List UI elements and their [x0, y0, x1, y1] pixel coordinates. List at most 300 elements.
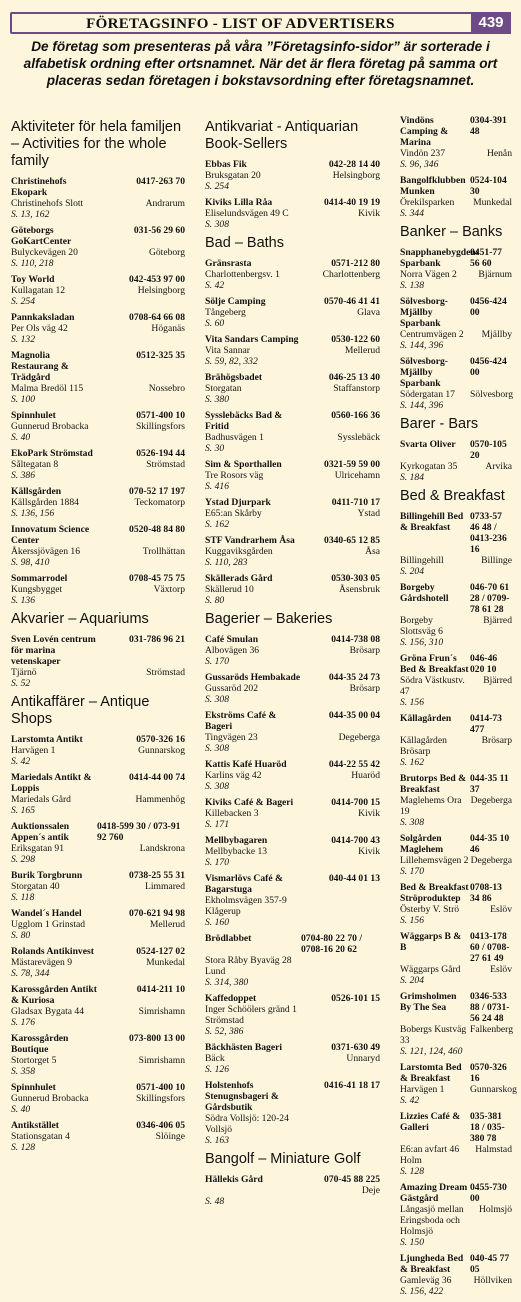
listing-entry	[205, 1080, 380, 1146]
business-address: Kullagatan 12	[11, 285, 66, 296]
business-name: Gränsrasta	[205, 258, 252, 269]
business-name: Brähögsbadet	[205, 372, 263, 383]
entry-address-row	[11, 421, 185, 432]
entry-address-row	[400, 795, 512, 817]
entry-name-row	[205, 759, 380, 770]
business-phone: 042-453 97 00	[129, 274, 185, 285]
entry-address-row	[400, 389, 512, 400]
business-city: Huaröd	[351, 770, 380, 781]
business-phone: 070-52 17 197	[129, 486, 185, 497]
business-address: Bulyckevägen 20	[11, 247, 78, 258]
business-phone: 031-56 29 60	[133, 225, 185, 236]
business-address: Södergatan 17	[400, 389, 455, 400]
page-reference: S. 156, 310	[400, 637, 444, 648]
listing-entry	[205, 535, 380, 568]
business-address: Långasjö mellan Eringsboda och Holmsjö	[400, 1204, 464, 1237]
business-city: Brösarp	[481, 735, 512, 746]
page-reference: S. 344	[400, 208, 424, 219]
entry-name-row	[205, 497, 380, 508]
page-header	[10, 12, 511, 34]
entry-address-row	[11, 1093, 185, 1104]
entry-name-row	[11, 350, 185, 383]
business-phone: 0414-211 10	[136, 984, 185, 995]
entry-name-row	[205, 835, 380, 846]
business-city: Bjärnum	[478, 269, 512, 280]
column-2	[205, 115, 380, 1212]
listing-entry	[400, 713, 512, 768]
page-reference: S. 60	[205, 318, 225, 329]
business-city: Degeberga	[470, 855, 512, 866]
business-phone: 0512-325 35	[136, 350, 185, 361]
entry-name-row	[400, 1182, 512, 1204]
entry-address-row	[11, 881, 185, 892]
business-name: Larstomta Bed & Breakfast	[400, 1062, 462, 1084]
entry-name-row	[400, 582, 512, 615]
business-city: Arvika	[485, 461, 512, 472]
entry-name-row	[400, 1062, 512, 1084]
business-city: Limmared	[145, 881, 185, 892]
business-address: Bobergs Kustväg 33	[400, 1024, 467, 1046]
business-city: Hammenhög	[135, 794, 185, 805]
business-address: Karlins väg 42	[205, 770, 262, 781]
business-phone: 0417-263 70	[136, 176, 185, 187]
page-reference: S. 52	[11, 678, 31, 689]
business-city: Henån	[486, 148, 512, 159]
listing-entry	[205, 759, 380, 792]
page-reference: S. 254	[11, 296, 35, 307]
page-reference: S. 171	[205, 819, 229, 830]
business-address: Killebacken 3	[205, 808, 259, 819]
listing-entry	[400, 115, 512, 170]
business-address: Stora Råby Byaväg 28 Lund	[205, 955, 292, 977]
page-reference: S. 100	[11, 394, 35, 405]
listing-entry	[11, 1033, 185, 1077]
listing-entry	[205, 410, 380, 454]
business-phone: 0530-122 60	[331, 334, 380, 345]
listing-entry	[11, 350, 185, 405]
business-name: Ljungheda Bed & Breakfast	[400, 1253, 464, 1275]
entry-address-row	[400, 964, 512, 975]
business-address: Stationsgatan 4	[11, 1131, 70, 1142]
section-heading: Akvarier – Aquariums	[11, 611, 149, 627]
page-reference: S. 98, 410	[11, 557, 50, 568]
listing-entry	[400, 1111, 512, 1177]
business-phone: 046-70 61 28 / 0709-78 61 28	[470, 582, 510, 615]
section-heading: Barer - Bars	[400, 416, 479, 432]
entry-address-row	[400, 329, 512, 340]
section-heading: Bagerier – Bakeries	[205, 611, 333, 627]
business-address: Södra Vollsjö: 120-24 Vollsjö	[205, 1113, 289, 1135]
business-name: Ebbas Fik	[205, 159, 247, 170]
business-address: Lillehemsvägen 2	[400, 855, 469, 866]
entry-name-row	[11, 772, 185, 794]
page-reference: S. 126	[205, 1064, 229, 1075]
business-city: Halmstad	[475, 1144, 512, 1155]
business-name: Grimsholmen By The Sea	[400, 991, 457, 1013]
page-reference: S. 40	[11, 432, 31, 443]
business-phone: 0524-104 30	[470, 175, 507, 197]
page-reference: S. 42	[11, 756, 31, 767]
listing-entry	[11, 225, 185, 269]
business-address: Tingvägen 23	[205, 732, 258, 743]
listing-entry	[205, 835, 380, 868]
business-name: Hällekis Gård	[205, 1174, 263, 1185]
page-reference: S. 48	[205, 1196, 225, 1207]
business-address: Christinehofs Slott	[11, 198, 84, 209]
entry-name-row	[205, 634, 380, 645]
business-city: Mjällby	[481, 329, 512, 340]
page-reference: S. 42	[205, 280, 225, 291]
entry-name-row	[11, 524, 185, 546]
business-address: Albovägen 36	[205, 645, 260, 656]
business-address: Södra Västkustv. 47	[400, 675, 465, 697]
entry-address-row	[205, 1053, 380, 1064]
entry-name-row	[205, 410, 380, 432]
entry-address-row	[400, 1204, 512, 1237]
business-name: Källsgården	[11, 486, 62, 497]
business-phone: 0346-533 88 / 0731-56 24 48	[470, 991, 510, 1024]
business-phone: 0530-303 05	[331, 573, 380, 584]
page-reference: S. 136	[11, 595, 35, 606]
business-name: Sim & Sporthallen	[205, 459, 282, 470]
page-reference: S. 184	[400, 472, 424, 483]
entry-name-row	[11, 870, 185, 881]
entry-address-row	[400, 675, 512, 697]
listing-entry	[205, 993, 380, 1037]
page-reference: S. 110, 218	[11, 258, 54, 269]
business-phone: 0304-391 48	[470, 115, 507, 137]
page-reference: S. 110, 283	[205, 557, 248, 568]
entry-name-row	[11, 448, 185, 459]
business-phone: 070-621 94 98	[129, 908, 185, 919]
section-heading: Antikvariat - Antiquarian Book-Sellers	[205, 119, 359, 152]
entry-name-row	[11, 274, 185, 285]
page-reference: S. 204	[400, 566, 424, 577]
entry-address-row	[205, 170, 380, 181]
entry-name-row	[400, 882, 512, 904]
entry-name-row	[400, 356, 512, 389]
business-phone: 073-800 13 00	[129, 1033, 185, 1044]
listing-entry	[11, 486, 185, 519]
business-phone: 0526-101 15	[331, 993, 380, 1004]
business-phone: 046-25 13 40	[328, 372, 380, 383]
listing-entry	[400, 833, 512, 877]
listing-entry	[400, 247, 512, 291]
listing-entry	[11, 908, 185, 941]
business-phone: 0340-65 12 85	[324, 535, 380, 546]
listing-entry	[205, 634, 380, 667]
business-name: Billingehill Bed & Breakfast	[400, 511, 464, 533]
listing-entry	[11, 573, 185, 606]
business-city: Helsingborg	[137, 285, 185, 296]
entry-name-row	[205, 258, 380, 269]
business-city: Falkenberg	[470, 1024, 513, 1035]
entry-address-row	[205, 1004, 380, 1026]
business-address: Gamleväg 36	[400, 1275, 452, 1286]
business-address: Gussaröd 202	[205, 683, 259, 694]
business-city: Andrarum	[145, 198, 185, 209]
entry-address-row	[11, 198, 185, 209]
entry-address-row	[205, 732, 380, 743]
business-address: Billingehill	[400, 555, 444, 566]
business-name: Sölvesborg-Mjällby Sparbank	[400, 356, 448, 389]
entry-name-row	[205, 710, 380, 732]
entry-address-row	[11, 584, 185, 595]
business-phone: 0414-700 15	[331, 797, 380, 808]
business-phone: 0414-44 00 74	[129, 772, 185, 783]
business-name: Vita Sandars Camping	[205, 334, 299, 345]
entry-name-row	[11, 946, 185, 957]
business-city: Sölvesborg	[470, 389, 513, 400]
entry-address-row	[11, 383, 185, 394]
listing-entry	[205, 873, 380, 928]
listing-entry	[205, 159, 380, 192]
business-address: Kyrkogatan 35	[400, 461, 458, 472]
entry-address-row	[205, 345, 380, 356]
page-reference: S. 170	[205, 857, 229, 868]
business-phone: 0570-326 16	[136, 734, 185, 745]
page-number: 439	[471, 12, 511, 34]
listing-entry	[400, 1182, 512, 1248]
business-phone: 0733-57 46 48 / 0413-236 16	[470, 511, 507, 555]
business-name: Karossgården Antikt & Kuriosa	[11, 984, 97, 1006]
entry-name-row	[205, 797, 380, 808]
listing-entry	[11, 821, 185, 865]
listing-entry	[11, 1082, 185, 1115]
business-phone: 0456-424 00	[470, 296, 507, 318]
business-name: Mellbybagaren	[205, 835, 268, 846]
entry-address-row	[400, 855, 512, 866]
page-reference: S. 162	[205, 519, 229, 530]
section-heading: Aktiviteter för hela familjen – Activities for the whole family	[11, 119, 182, 169]
page-reference: S. 156, 422	[400, 1286, 444, 1297]
business-name: Snapphanebygdens Sparbank	[400, 247, 480, 269]
listing-entry	[400, 356, 512, 411]
section-heading: Antikaffärer – Antique Shops	[11, 694, 150, 727]
business-city: Charlottenberg	[322, 269, 380, 280]
business-address: Tre Rosors väg	[205, 470, 264, 481]
entry-address-row	[11, 323, 185, 334]
business-address: E6:an avfart 46 Holm	[400, 1144, 460, 1166]
page-reference: S. 176	[11, 1017, 35, 1028]
entry-address-row	[400, 269, 512, 280]
page-reference: S. 163	[205, 1135, 229, 1146]
business-phone: 0451-77 56 60	[470, 247, 502, 269]
business-city: Strömstad	[146, 667, 185, 678]
entry-address-row	[400, 1084, 517, 1095]
business-name: Rolands Antikinvest	[11, 946, 94, 957]
entry-name-row	[11, 1120, 185, 1131]
entry-name-row	[400, 653, 512, 675]
business-phone: 0346-406 05	[136, 1120, 185, 1131]
business-name: Gröna Frun´s Bed & Breakfast	[400, 653, 469, 675]
listing-entry	[205, 1174, 380, 1207]
business-address	[205, 1185, 301, 1196]
entry-name-row	[205, 535, 380, 546]
entry-address-row	[205, 208, 380, 219]
business-city: Kivik	[358, 808, 380, 819]
entry-address-row	[205, 508, 380, 519]
page-reference: S. 52, 386	[205, 1026, 244, 1037]
business-name: Bäckhästen Bageri	[205, 1042, 283, 1053]
entry-name-row	[400, 991, 512, 1024]
listing-entry	[400, 931, 512, 986]
listing-entry	[400, 1253, 512, 1297]
business-phone: 0708-13 34 86	[470, 882, 502, 904]
entry-address-row	[400, 1024, 512, 1046]
page-reference: S. 144, 396	[400, 400, 444, 411]
business-city: Skillingsfors	[135, 1093, 185, 1104]
business-city: Brösarp	[349, 683, 380, 694]
entry-address-row	[11, 1006, 185, 1017]
entry-address-row	[11, 459, 185, 470]
page-reference: S. 308	[205, 743, 229, 754]
section-heading: Bad – Baths	[205, 235, 284, 251]
page-reference: S. 30	[205, 443, 225, 454]
page-reference: S. 118	[11, 892, 35, 903]
entry-address-row	[11, 843, 185, 854]
business-address: E65:an Skårby	[205, 508, 262, 519]
business-address: Vindön 237	[400, 148, 445, 159]
entry-name-row	[11, 634, 185, 667]
page-reference: S. 308	[205, 781, 229, 792]
intro-text: De företag som presenteras på våra ”Företagsinfo-sidor” är sorterade i alfabetisk ordning efter ortsnamnet. När det är flera företag på samma ort placeras sedan företagen i bokstavsordning efter företagsnamnet.	[23, 39, 498, 88]
business-address: Per Ols väg 42	[11, 323, 68, 334]
page-reference: S. 150	[400, 1237, 424, 1248]
business-phone: 0571-212 80	[331, 258, 380, 269]
entry-name-row	[11, 573, 185, 584]
page-reference: S. 59, 82, 332	[205, 356, 258, 367]
entry-name-row	[400, 439, 512, 461]
section-heading: Banker – Banks	[400, 224, 503, 240]
listing-entry	[205, 573, 380, 606]
business-city: Göteborg	[148, 247, 185, 258]
entry-name-row	[11, 1033, 185, 1055]
page-reference: S. 165	[11, 805, 35, 816]
business-phone: 0738-25 55 31	[129, 870, 185, 881]
business-city: Munkedal	[473, 197, 512, 208]
entry-address-row	[205, 269, 380, 280]
business-address: Charlottenbergsv. 1	[205, 269, 280, 280]
business-phone: 0526-194 44	[136, 448, 185, 459]
listing-entry	[11, 734, 185, 767]
business-address: Åkerssjövägen 16	[11, 546, 81, 557]
column-3	[400, 115, 517, 1302]
business-phone: 0570-326 16	[470, 1062, 507, 1084]
entry-address-row	[11, 794, 185, 805]
business-name: Burik Torgbrunn	[11, 870, 83, 881]
business-phone: 0524-127 02	[136, 946, 185, 957]
business-name: Göteborgs GoKartCenter	[11, 225, 72, 247]
business-city: Munkedal	[146, 957, 185, 968]
business-name: Sommarrodel	[11, 573, 68, 584]
listing-entry	[205, 372, 380, 405]
business-name: Vindöns Camping & Marina	[400, 115, 449, 148]
business-phone: 031-786 96 21	[129, 634, 185, 645]
business-city: Billinge	[481, 555, 512, 566]
page-reference: S. 170	[400, 866, 424, 877]
business-city: Gunnarskog	[138, 745, 185, 756]
business-name: Christinehofs Ekopark	[11, 176, 67, 198]
business-phone: 0321-59 59 00	[324, 459, 380, 470]
business-name: Café Smulan	[205, 634, 259, 645]
business-phone: 0411-710 17	[331, 497, 380, 508]
business-name: Bed & Breakfast Ströproduktер	[400, 882, 469, 904]
page-reference: S. 128	[400, 1166, 424, 1177]
column-1	[11, 115, 185, 1158]
listing-entry	[11, 946, 185, 979]
business-address: Mellbybacke 13	[205, 846, 268, 857]
business-city: Höganäs	[151, 323, 185, 334]
entry-address-row	[205, 470, 380, 481]
business-name: Innovatum Science Center	[11, 524, 90, 546]
business-city: Nossebro	[148, 383, 185, 394]
business-name: Ekströms Café & Bageri	[205, 710, 277, 732]
business-city: Sysslebäck	[337, 432, 380, 443]
entry-name-row	[11, 176, 185, 198]
business-phone: 0570-46 41 41	[324, 296, 380, 307]
listing-entry	[11, 524, 185, 568]
business-name: Kattis Kafé Huaröd	[205, 759, 287, 770]
entry-address-row	[205, 645, 380, 656]
entry-name-row	[205, 1080, 380, 1113]
business-name: Pannkaksladan	[11, 312, 75, 323]
business-phone: 0414-40 19 19	[324, 197, 380, 208]
page-reference: S. 144, 396	[400, 340, 444, 351]
business-name: Wandel´s Handel	[11, 908, 82, 919]
business-city: Unnaryd	[346, 1053, 380, 1064]
business-name: Sven Lovén centrum för marina vetenskaper	[11, 634, 96, 667]
entry-address-row	[11, 546, 185, 557]
entry-address-row	[11, 667, 185, 678]
business-name: Skällerads Gård	[205, 573, 273, 584]
listing-entry	[205, 497, 380, 530]
page-reference: S. 160	[205, 917, 229, 928]
business-name: Magnolia Restaurang & Trädgård	[11, 350, 69, 383]
business-city: Slöinge	[155, 1131, 185, 1142]
page-reference: S. 121, 124, 460	[400, 1046, 463, 1057]
business-phone: 042-28 14 40	[328, 159, 380, 170]
business-name: Brödlabbet	[205, 933, 252, 944]
entry-address-row	[205, 846, 380, 857]
entry-name-row	[400, 1111, 512, 1144]
business-name: STF Vandrarhem Åsa	[205, 535, 295, 546]
listing-entry	[11, 448, 185, 481]
entry-name-row	[400, 931, 512, 964]
page-reference: S. 13, 162	[11, 209, 50, 220]
listing-entry	[11, 772, 185, 816]
page-reference: S. 42	[400, 1095, 420, 1106]
entry-name-row	[400, 511, 512, 555]
business-address: Maglehems Ora 19	[400, 795, 462, 817]
listing-entry	[400, 1062, 517, 1106]
entry-name-row	[205, 372, 380, 383]
business-city: Bjärred	[483, 675, 512, 686]
listing-entry	[400, 175, 512, 219]
business-name: Mariedals Antikt & Loppis	[11, 772, 92, 794]
page-reference: S. 386	[11, 470, 35, 481]
entry-address-row	[11, 497, 185, 508]
business-address: Storgatan 40	[11, 881, 60, 892]
entry-address-row	[11, 1055, 185, 1066]
business-address: Gunnerud Brobacka	[11, 1093, 89, 1104]
business-phone: 0371-630 49	[331, 1042, 380, 1053]
entry-address-row	[11, 957, 185, 968]
entry-name-row	[11, 312, 185, 323]
business-address: Österby V. Strö	[400, 904, 460, 915]
entry-name-row	[205, 993, 380, 1004]
business-address: Ugglom 1 Grinstad	[11, 919, 86, 930]
